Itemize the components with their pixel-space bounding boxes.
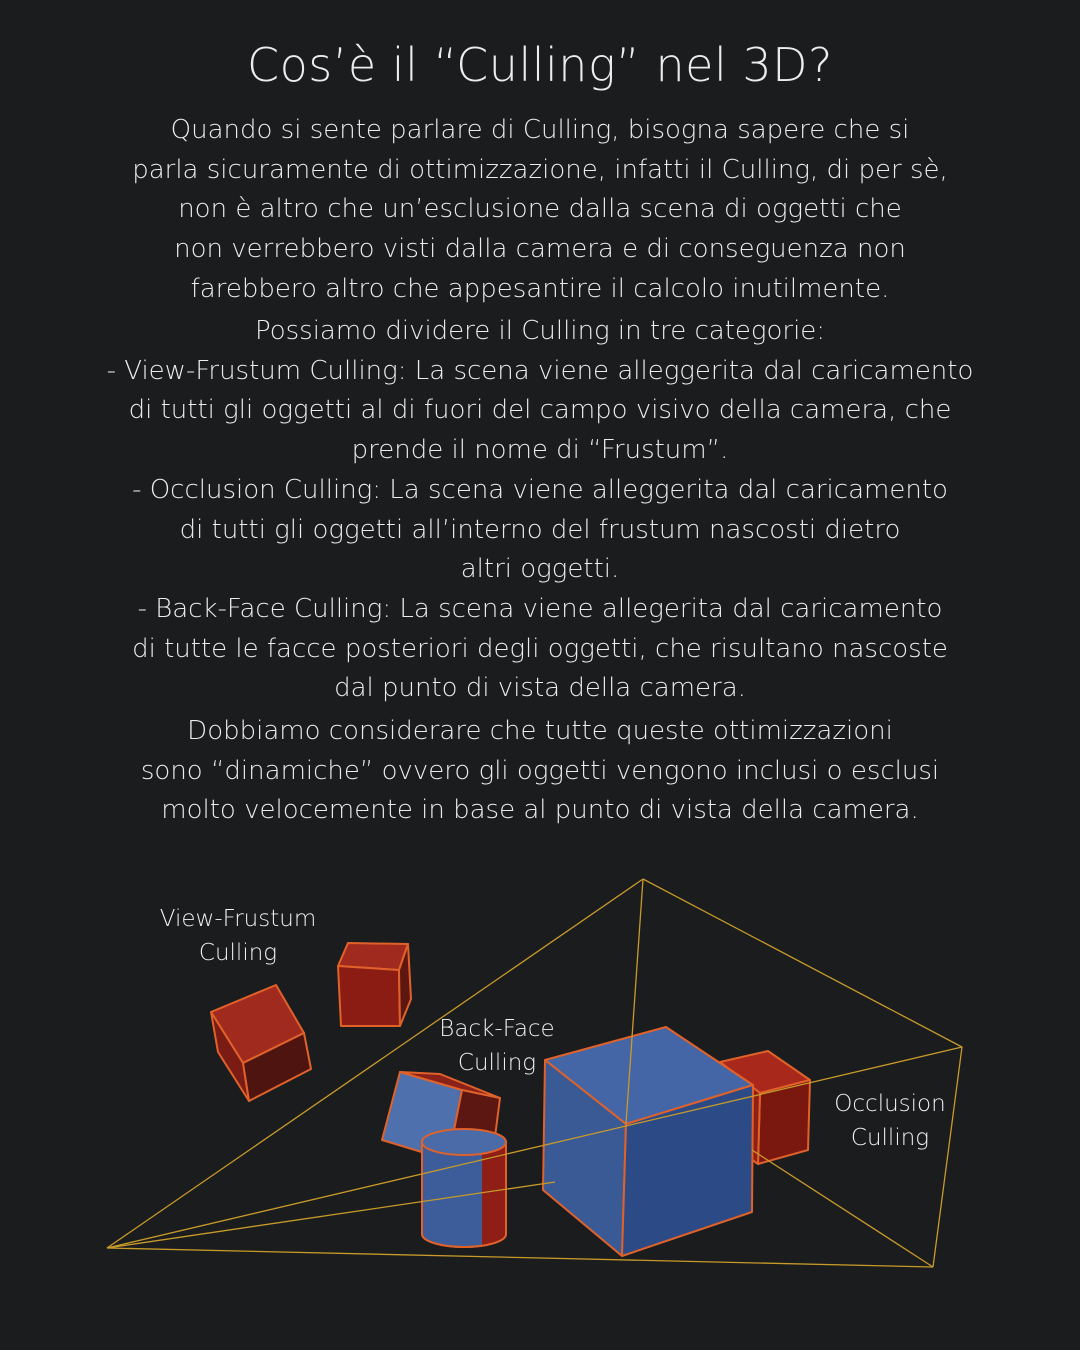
label-line: Culling <box>457 1050 537 1076</box>
label-back-face <box>417 1012 577 1080</box>
intro-line: farebbero altro che appesantire il calcolo inutilmente. <box>190 273 890 304</box>
label-view-frustum <box>143 902 333 970</box>
categories-paragraph <box>20 312 1060 709</box>
label-line: Culling <box>850 1125 930 1151</box>
categories-line: - Back-Face Culling: La scena viene allegerita dal caricamento <box>137 593 943 624</box>
label-line: View-Frustum <box>159 906 317 932</box>
label-occlusion <box>815 1087 965 1155</box>
page-title: Cos’è il “Culling” nel 3D? <box>247 38 833 92</box>
categories-line: dal punto di vista della camera. <box>334 673 746 704</box>
closing-line: sono “dinamiche” ovvero gli oggetti vengono inclusi o esclusi <box>140 755 940 786</box>
culled-red-cube <box>211 985 311 1101</box>
blue-cylinder <box>422 1129 506 1247</box>
categories-line: di tutti gli oggetti al di fuori del campo visivo della camera, che <box>128 395 952 426</box>
categories-line: altri oggetti. <box>460 554 620 585</box>
categories-line: - View-Frustum Culling: La scena viene alleggerita dal caricamento <box>106 355 974 386</box>
categories-line: di tutte le facce posteriori degli oggetti, che risultano nascoste <box>132 633 948 664</box>
closing-line: molto velocemente in base al punto di vista della camera. <box>161 795 919 826</box>
closing-line: Dobbiamo considerare che tutte queste ottimizzazioni <box>187 716 893 746</box>
label-line: Occlusion <box>834 1091 946 1117</box>
categories-line: prende il nome di “Frustum”. <box>351 435 729 466</box>
intro-line: Quando si sente parlare di Culling, bisogna sapere che si <box>170 115 910 145</box>
closing-paragraph <box>20 712 1060 831</box>
categories-line: Possiamo dividere il Culling in tre categorie: <box>254 316 826 346</box>
intro-line: non verrebbero visti dalla camera e di conseguenza non <box>174 234 906 265</box>
categories-line: - Occlusion Culling: La scena viene alleggerita dal caricamento <box>132 474 948 505</box>
culled-red-cube <box>338 943 411 1026</box>
label-line: Back-Face <box>439 1016 555 1042</box>
intro-line: non è altro che un’esclusione dalla scena di oggetti che <box>178 194 902 225</box>
intro-line: parla sicuramente di ottimizzazione, infatti il Culling, di per sè, <box>132 154 948 185</box>
intro-paragraph <box>20 111 1060 310</box>
categories-line: di tutti gli oggetti all’interno del frustum nascosti dietro <box>179 514 901 545</box>
label-line: Culling <box>198 940 278 966</box>
